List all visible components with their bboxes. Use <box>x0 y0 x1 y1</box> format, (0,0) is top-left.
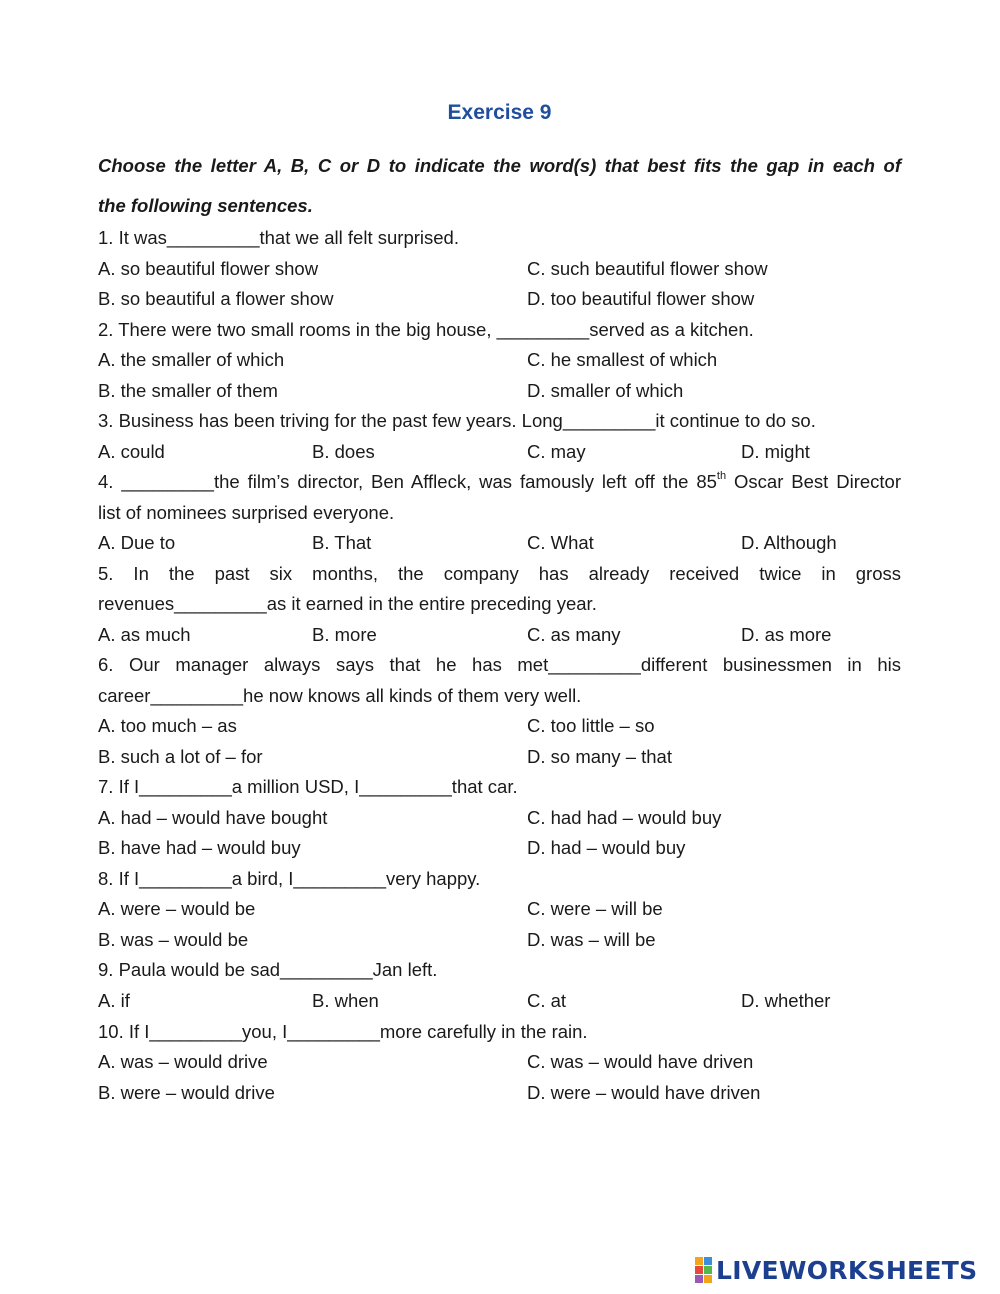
question-5-line-2: revenues_________as it earned in the entire preceding year. <box>98 593 597 614</box>
logo-text: LIVEWORKSHEETS <box>716 1255 978 1285</box>
q1-option-a[interactable]: A. so beautiful flower show <box>98 258 319 279</box>
logo-block <box>695 1266 703 1274</box>
q5-option-b[interactable]: B. more <box>312 624 377 645</box>
q9-option-a[interactable]: A. if <box>98 990 130 1011</box>
question-2: 2. There were two small rooms in the big house, _________served as a kitchen. <box>98 319 754 340</box>
instructions-line-2: the following sentences. <box>98 195 313 216</box>
q8-option-b[interactable]: B. was – would be <box>98 929 249 950</box>
q10-option-c[interactable]: C. was – would have driven <box>527 1051 754 1072</box>
question-10: 10. If I_________you, I_________more carefully in the rain. <box>98 1021 588 1042</box>
logo-block <box>704 1257 712 1265</box>
q3-option-a[interactable]: A. could <box>98 441 165 462</box>
question-3: 3. Business has been triving for the past few years. Long_________it continue to do so. <box>98 410 816 431</box>
q9-option-b[interactable]: B. when <box>312 990 379 1011</box>
logo-block <box>704 1275 712 1283</box>
q6-option-b[interactable]: B. such a lot of – for <box>98 746 263 767</box>
q7-option-d[interactable]: D. had – would buy <box>527 837 686 858</box>
q2-option-d[interactable]: D. smaller of which <box>527 380 684 401</box>
question-8: 8. If I_________a bird, I_________very happy. <box>98 868 481 889</box>
q6-option-c[interactable]: C. too little – so <box>527 715 655 736</box>
logo-block <box>704 1266 712 1274</box>
q8-option-a[interactable]: A. were – would be <box>98 898 256 919</box>
q3-option-d[interactable]: D. might <box>741 441 810 462</box>
q10-option-b[interactable]: B. were – would drive <box>98 1082 275 1103</box>
question-7: 7. If I_________a million USD, I_________that car. <box>98 776 518 797</box>
q8-option-d[interactable]: D. was – will be <box>527 929 656 950</box>
q1-option-b[interactable]: B. so beautiful a flower show <box>98 288 334 309</box>
question-6: 6. Our manager always says that he has met_________different businessmen in his <box>98 654 901 675</box>
q4-option-d[interactable]: D. Although <box>741 532 837 553</box>
question-4 <box>98 467 901 498</box>
question-1: 1. It was_________that we all felt surprised. <box>98 227 459 248</box>
question-5: 5. In the past six months, the company has already received twice in gross <box>98 563 901 584</box>
q4-option-c[interactable]: C. What <box>527 532 594 553</box>
q10-option-d[interactable]: D. were – would have driven <box>527 1082 761 1103</box>
q5-option-d[interactable]: D. as more <box>741 624 832 645</box>
q8-option-c[interactable]: C. were – will be <box>527 898 663 919</box>
q4-option-b[interactable]: B. That <box>312 532 372 553</box>
q5-option-a[interactable]: A. as much <box>98 624 191 645</box>
q3-option-c[interactable]: C. may <box>527 441 586 462</box>
question-6-line-2: career_________he now knows all kinds of them very well. <box>98 685 582 706</box>
q9-option-d[interactable]: D. whether <box>741 990 831 1011</box>
q2-option-c[interactable]: C. he smallest of which <box>527 349 718 370</box>
instructions-line-1: Choose the letter A, B, C or D to indicate the word(s) that best fits the gap in each of <box>98 155 901 176</box>
q7-option-c[interactable]: C. had had – would buy <box>527 807 722 828</box>
q7-option-b[interactable]: B. have had – would buy <box>98 837 301 858</box>
q1-option-d[interactable]: D. too beautiful flower show <box>527 288 755 309</box>
instructions <box>98 146 901 226</box>
q4-option-a[interactable]: A. Due to <box>98 532 176 553</box>
q9-option-c[interactable]: C. at <box>527 990 567 1011</box>
logo-block <box>695 1275 703 1283</box>
q2-option-a[interactable]: A. the smaller of which <box>98 349 285 370</box>
question-9: 9. Paula would be sad_________Jan left. <box>98 959 438 980</box>
logo-blocks-icon <box>695 1257 712 1283</box>
q6-option-d[interactable]: D. so many – that <box>527 746 672 767</box>
q7-option-a[interactable]: A. had – would have bought <box>98 807 328 828</box>
logo-block <box>695 1257 703 1265</box>
q4-stem-b: Oscar Best Director <box>726 471 901 492</box>
q4-ordinal-suffix: th <box>716 469 727 482</box>
q10-option-a[interactable]: A. was – would drive <box>98 1051 268 1072</box>
q6-option-a[interactable]: A. too much – as <box>98 715 237 736</box>
exercise-title: Exercise 9 <box>447 101 552 124</box>
q5-option-c[interactable]: C. as many <box>527 624 621 645</box>
q2-option-b[interactable]: B. the smaller of them <box>98 380 278 401</box>
question-4-line-2: list of nominees surprised everyone. <box>98 502 395 523</box>
liveworksheets-logo[interactable] <box>695 1254 977 1286</box>
q3-option-b[interactable]: B. does <box>312 441 375 462</box>
q4-stem-a: 4. _________the film’s director, Ben Affleck, was famously left off the 85 <box>98 471 717 492</box>
q1-option-c[interactable]: C. such beautiful flower show <box>527 258 768 279</box>
